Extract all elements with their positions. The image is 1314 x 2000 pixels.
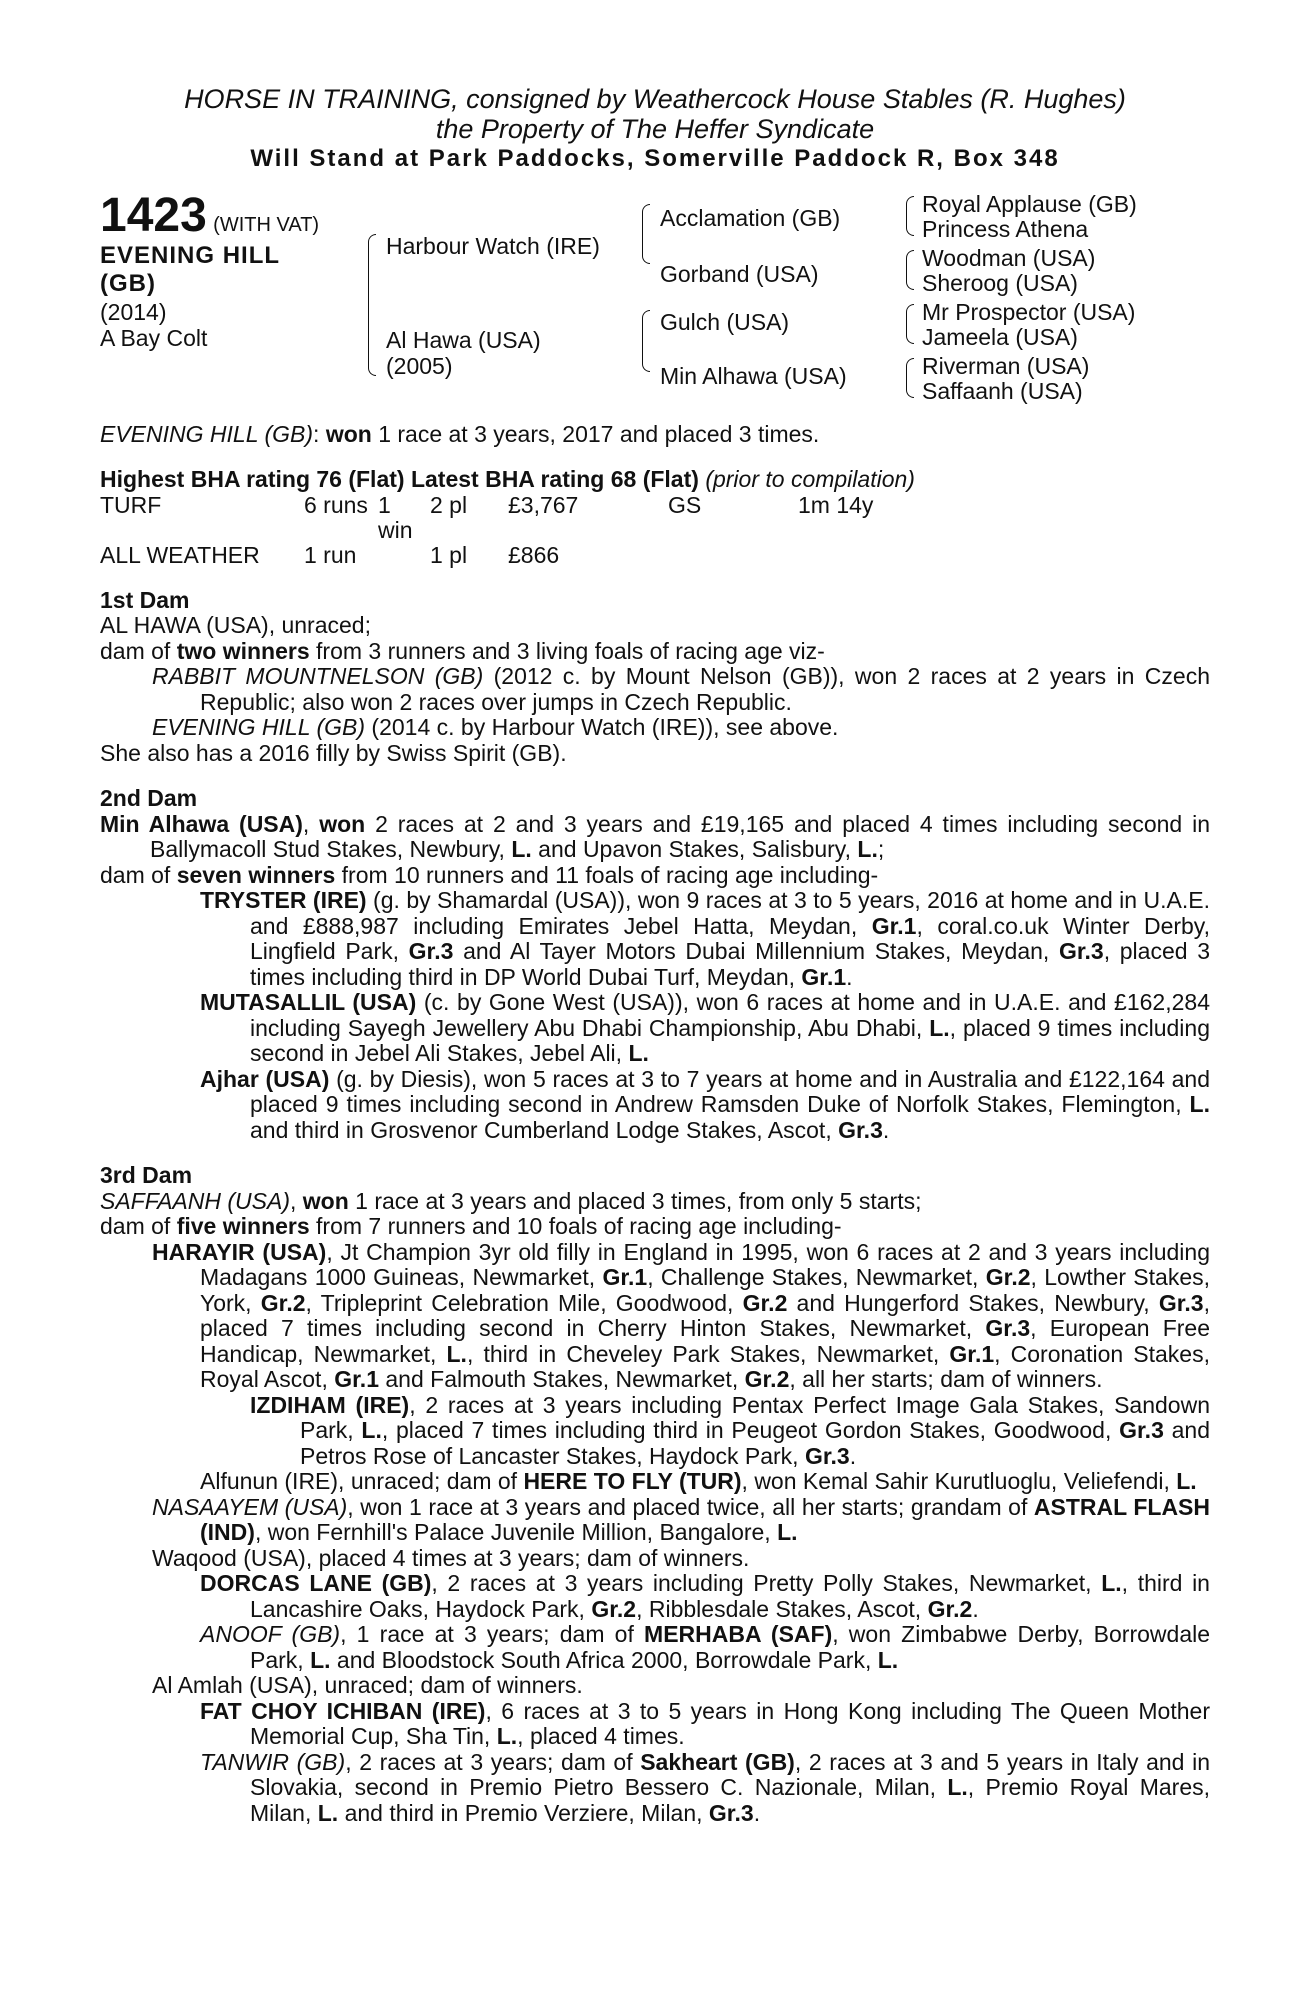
- horse-country: (GB): [100, 269, 156, 297]
- first-dam-heading: 1st Dam: [100, 586, 190, 613]
- sire-dam: Gorband (USA): [660, 260, 819, 287]
- produce-entry: TRYSTER (IRE) (g. by Shamardal (USA)), won 9 races at 3 to 5 years, 2016 at home and in U.A.E. and £888,987 including Emirates Jebel Hatta, Meydan, Gr.1, coral.co.uk Winter Derby, Lingfield Park, Gr.3 and Al Tayer Motors Dubai Millennium Stakes, Meydan, Gr.3, placed 3 times including third in DP World Dubai Turf, Meydan, Gr.1.: [200, 887, 1210, 990]
- produce-entry: TANWIR (GB), 2 races at 3 years; dam of Sakheart (GB), 2 races at 3 and 5 years in Italy and in Slovakia, second in Premio Pietro Bessero C. Nazionale, Milan, L., Premio Royal Mares, Milan, L. and third in Premio Verziere, Milan, Gr.3.: [200, 1748, 1210, 1826]
- horse-description: A Bay Colt: [100, 324, 208, 351]
- foaling-year: (2014): [100, 298, 167, 325]
- dam-year: (2005): [386, 352, 453, 379]
- table-row: ALL WEATHER 1 run 1 pl £866: [100, 541, 560, 568]
- produce-entry: HARAYIR (USA), Jt Champion 3yr old filly in England in 1995, won 6 races at 2 and 3 years including Madagans 1000 Guineas, Newmarket, Gr.1, Challenge Stakes, Newmarket, Gr.2, Lowther Stakes, York, Gr.2, Tripleprint Celebration Mile, Goodwood, Gr.2 and Hungerford Stakes, Newbury, Gr.3, placed 7 times including second in Cherry Hinton Stakes, Newmarket, Gr.3, European Free Handicap, Newmarket, L., third in Cheveley Park Stakes, Newmarket, Gr.1, Coronation Stakes, Royal Ascot, Gr.1 and Falmouth Stakes, Newmarket, Gr.2, all her starts; dam of winners.: [152, 1238, 1211, 1392]
- sire: Harbour Watch (IRE): [386, 232, 600, 259]
- brace-2: [906, 250, 914, 290]
- ancestor-ddd: Saffaanh (USA): [922, 377, 1083, 404]
- ancestor-sds: Woodman (USA): [922, 244, 1096, 271]
- third-dam-record: SAFFAANH (USA), won 1 race at 3 years and placed 3 times, from only 5 starts;: [100, 1187, 922, 1214]
- bha-ratings: Highest BHA rating 76 (Flat) Latest BHA rating 68 (Flat) (prior to compilation): [100, 466, 915, 492]
- produce-entry: ANOOF (GB), 1 race at 3 years; dam of MERHABA (SAF), won Zimbabwe Derby, Borrowdale Park, L. and Bloodstock South Africa 2000, Borrowdale Park, L.: [200, 1621, 1211, 1673]
- dam-sire: Gulch (USA): [660, 308, 790, 335]
- third-dam-heading: 3rd Dam: [100, 1162, 193, 1188]
- vat-note: (WITH VAT): [213, 213, 320, 236]
- produce-entry: Ajhar (USA) (g. by Diesis), won 5 races at 3 to 7 years at home and in Australia and £122,164 and placed 9 times including second in Andrew Ramsden Duke of Norfolk Stakes, Flemington, L. and third in Grosvenor Cumberland Lodge Stakes, Ascot, Gr.3.: [200, 1065, 1210, 1143]
- owner-line: the Property of The Heffer Syndicate: [435, 114, 875, 144]
- sire-sire: Acclamation (GB): [660, 204, 841, 231]
- race-summary: EVENING HILL (GB): won 1 race at 3 years, 2017 and placed 3 times.: [100, 420, 820, 447]
- ancestor-sss: Royal Applause (GB): [922, 190, 1137, 217]
- produce-entry: MUTASALLIL (USA) (c. by Gone West (USA)), won 6 races at home and in U.A.E. and £162,284 including Sayegh Jewellery Abu Dhabi Championship, Abu Dhabi, L., placed 9 times including second in Jebel Ali Stakes, Jebel Ali, L.: [200, 989, 1210, 1066]
- first-dam-produce: dam of two winners from 3 runners and 3 living foals of racing age viz-: [100, 637, 825, 664]
- first-dam-line: AL HAWA (USA), unraced;: [100, 612, 371, 638]
- sire-line-brace: [642, 204, 650, 264]
- dam-dam: Min Alhawa (USA): [660, 362, 847, 389]
- catalogue-page: [100, 84, 1210, 1826]
- ancestor-sdd: Sheroog (USA): [922, 269, 1078, 296]
- ancestor-dds: Riverman (USA): [922, 352, 1090, 379]
- brace-4: [906, 358, 914, 398]
- stabling-line: Will Stand at Park Paddocks, Somerville Paddock R, Box 348: [250, 145, 1060, 172]
- race-record-table: [100, 493, 873, 568]
- brace-1: [906, 196, 914, 236]
- produce-entry: IZDIHAM (IRE), 2 races at 3 years including Pentax Perfect Image Gala Stakes, Sandown Park, L., placed 7 times including third in Peugeot Gordon Stakes, Goodwood, Gr.3 and Petros Rose of Lancaster Stakes, Haydock Park, Gr.3.: [250, 1391, 1210, 1469]
- produce-entry: FAT CHOY ICHIBAN (IRE), 6 races at 3 to 5 years in Hong Kong including The Queen Mother Memorial Cup, Sha Tin, L., placed 4 times.: [200, 1697, 1210, 1749]
- first-dam-note: She also has a 2016 filly by Swiss Spirit (GB).: [100, 739, 567, 766]
- second-dam-record: Min Alhawa (USA), won 2 races at 2 and 3 years and £19,165 and placed 4 times including second in Ballymacoll Stud Stakes, Newbury, L. and Upavon Stakes, Salisbury, L.;: [100, 810, 1211, 862]
- dam-line-brace: [642, 310, 650, 372]
- produce-entry: RABBIT MOUNTNELSON (GB) (2012 c. by Mount Nelson (GB)), won 2 races at 2 years in Czech Republic; also won 2 races over jumps in Czech Republic.: [152, 663, 1210, 715]
- horse-name: EVENING HILL: [100, 241, 281, 269]
- lot-heading: [100, 188, 320, 242]
- produce-entry: DORCAS LANE (GB), 2 races at 3 years including Pretty Polly Stakes, Newmarket, L., third in Lancashire Oaks, Haydock Park, Gr.2, Ribblesdale Stakes, Ascot, Gr.2.: [200, 1570, 1210, 1622]
- dam: Al Hawa (USA): [386, 326, 541, 353]
- second-dam-heading: 2nd Dam: [100, 785, 198, 811]
- ancestor-dss: Mr Prospector (USA): [922, 298, 1136, 325]
- ancestor-dsd: Jameela (USA): [922, 323, 1078, 350]
- second-dam-produce: dam of seven winners from 10 runners and 11 foals of racing age including-: [100, 861, 879, 888]
- produce-entry: NASAAYEM (USA), won 1 race at 3 years and placed twice, all her starts; grandam of ASTRAL FLASH (IND), won Fernhill's Palace Juvenile Million, Bangalore, L.: [152, 1493, 1211, 1545]
- produce-entry: Al Amlah (USA), unraced; dam of winners.: [152, 1672, 583, 1698]
- produce-entry: EVENING HILL (GB) (2014 c. by Harbour Watch (IRE)), see above.: [152, 714, 839, 740]
- lot-number: 1423: [100, 188, 207, 242]
- consignor-line: HORSE IN TRAINING, consigned by Weathercock House Stables (R. Hughes): [184, 84, 1126, 114]
- third-dam-produce: dam of five winners from 7 runners and 10 foals of racing age including-: [100, 1213, 842, 1239]
- produce-entry: Waqood (USA), placed 4 times at 3 years; dam of winners.: [152, 1544, 750, 1571]
- brace-3: [906, 304, 914, 344]
- produce-entry: Alfunun (IRE), unraced; dam of HERE TO FLY (TUR), won Kemal Sahir Kurutluoglu, Veliefendi, L.: [200, 1468, 1197, 1494]
- pedigree-block: [100, 188, 1210, 422]
- table-row: TURF 6 runs 1 win 2 pl £3,767 GS 1m 14y: [100, 491, 874, 543]
- ancestor-ssd: Princess Athena: [922, 215, 1089, 242]
- sire-dam-brace: [368, 234, 376, 376]
